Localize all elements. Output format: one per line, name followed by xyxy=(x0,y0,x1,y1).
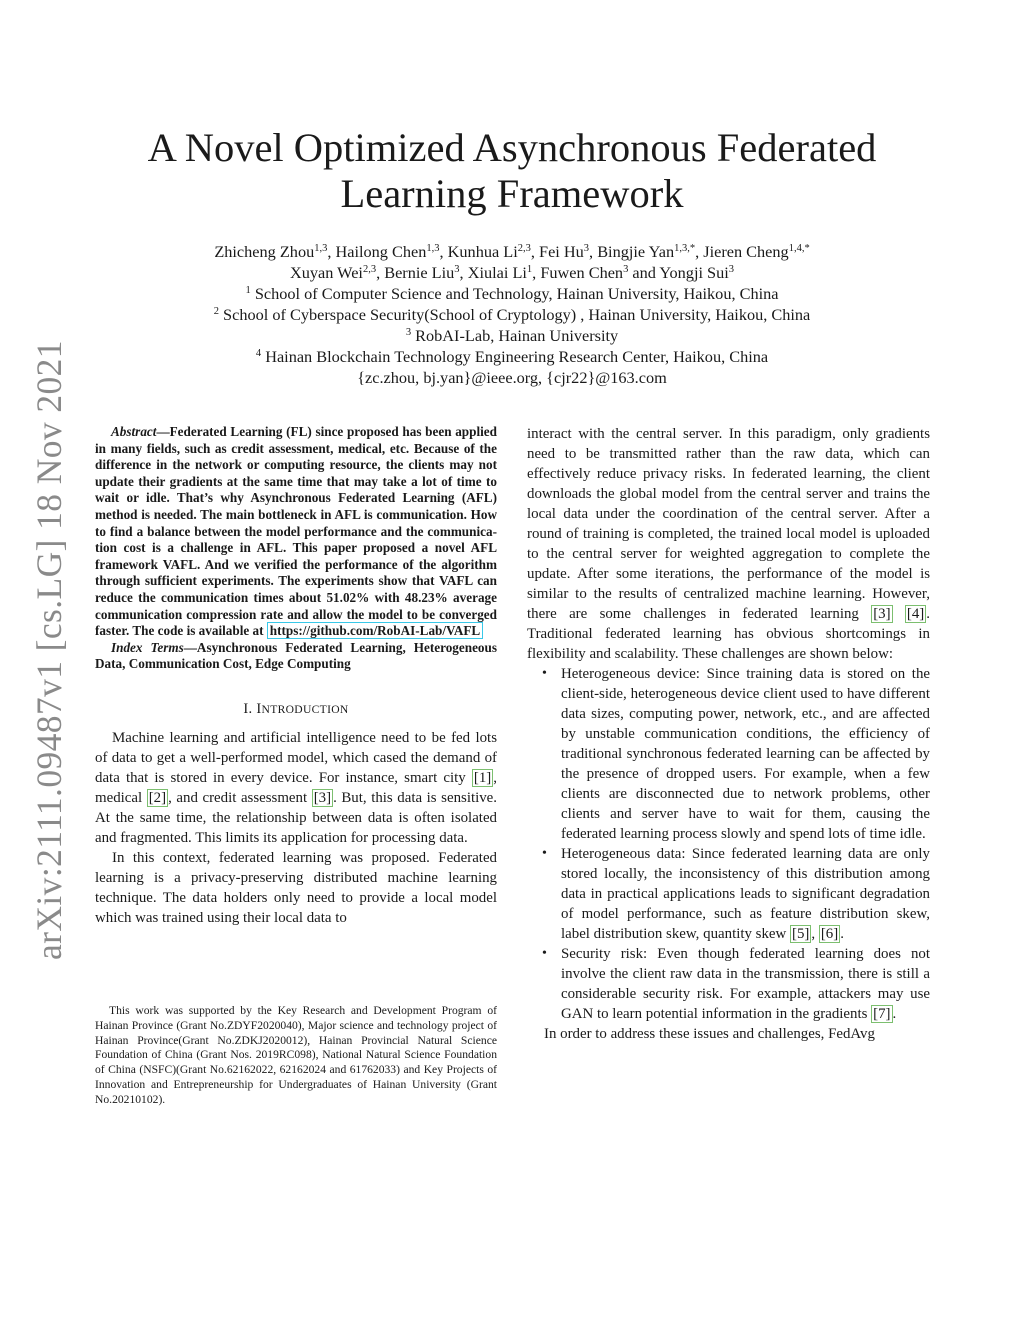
text-run: . But, this data is sensitive. At the same time, the relationship between data is often isolated and fragmented. This limits its application for processing data. xyxy=(95,789,498,846)
affiliation-sup: 2 xyxy=(213,306,219,317)
author: Bingjie Yan xyxy=(597,242,675,261)
author-conjunction: and xyxy=(632,263,656,282)
right-paragraph-1 xyxy=(527,424,930,664)
index-terms-body: —Asynchronous Federated Learning, Heterogeneous Data, Communication Cost, Edge Computing xyxy=(95,639,497,672)
bullet-icon: • xyxy=(542,666,547,681)
code-link[interactable]: https://github.com/RobAI-Lab/VAFL xyxy=(267,622,483,639)
author: Jieren Cheng xyxy=(703,242,789,261)
citation-link[interactable]: [5] xyxy=(791,926,810,942)
challenge-list xyxy=(527,664,930,1024)
affiliation-text: Hainan Blockchain Technology Engineering Research Center, Haikou, China xyxy=(265,347,769,366)
author-sup: 3 xyxy=(583,243,590,254)
author-sup: 3 xyxy=(454,264,460,275)
author: Kunhua Li xyxy=(447,242,518,261)
affiliation-text: RobAI-Lab, Hainan University xyxy=(415,326,619,345)
intro-paragraph-2: In this context, federated learning was proposed. Federated learning is a privacy-preserving distributed machine learning technique. The data holders only need to provide a local model which was trained using their local data to xyxy=(95,849,497,926)
author-sup: 1,3 xyxy=(314,243,328,254)
affiliation-text: School of Computer Science and Technology, Hainan University, Haikou, China xyxy=(254,284,779,303)
author: Bernie Liu xyxy=(384,263,455,282)
text-run: , and credit assessment xyxy=(168,789,312,806)
text-run: , medical xyxy=(95,769,497,806)
citation-link[interactable]: [7] xyxy=(873,1006,891,1022)
affiliation xyxy=(0,304,1024,325)
right-column xyxy=(527,424,930,1044)
affiliation-sup: 1 xyxy=(245,285,251,296)
text-run: . xyxy=(840,926,844,942)
citation-link[interactable]: [3] xyxy=(313,789,332,806)
author: Yongji Sui xyxy=(659,263,729,282)
author: Xiulai Li xyxy=(467,263,527,282)
author-emails: {zc.zhou, bj.yan}@ieee.org, {cjr22}@163.com xyxy=(357,368,667,387)
citation-link[interactable]: [1] xyxy=(473,769,492,786)
author-sup: 3 xyxy=(623,264,629,275)
index-terms xyxy=(95,640,497,673)
list-item xyxy=(527,664,930,844)
list-item-text: Heterogeneous device: Since training data is stored on the client-side, heterogeneous device client used to have different data sizes, computing power, network, etc., and are affected by unstable communication conditions, the efficiency of traditional synchronous federated learning can be affected by the presence of dropped users. For example, when a few clients are disconnected due to network problems, other clients and server have to wait for them, causing the federated learning process slowly and spend lots of time idle. xyxy=(561,666,930,842)
text-run: . xyxy=(892,1006,897,1022)
citation-link[interactable]: [4] xyxy=(906,606,925,622)
bullet-icon: • xyxy=(542,846,547,861)
author-line-2: Xuyan Wei$^{2,3}$, Bernie Liu$^3$, Xiulai Li$^1$, Fuwen Chen$^3$ and Yongji Sui$^3$ xyxy=(289,263,735,282)
paper-title xyxy=(0,125,1024,217)
author-block xyxy=(0,241,1024,388)
intro-paragraph-1 xyxy=(95,728,497,848)
author-line-1: Zhicheng Zhou$^{1,3}$, Hailong Chen$^{1,3}$, Kunhua Li$^{2,3}$, Fei Hu$^3$, Bingjie Yan$^{1,3,*}$, Jieren Cheng$^{1,4,*}$ xyxy=(214,242,810,261)
arxiv-stamp: arXiv:2111.09487v1 [cs.LG] 18 Nov 2021 xyxy=(29,340,69,960)
text-run: . Traditional federated learning has obvious shortcomings in flexibility and scalability. These challenges are shown below: xyxy=(527,606,930,662)
list-item xyxy=(527,944,930,1024)
author-sup: 2,3 xyxy=(517,243,531,254)
title-line-1: A Novel Optimized Asynchronous Federated xyxy=(147,125,877,170)
title-line-2: Learning Framework xyxy=(340,171,684,216)
abstract-body: —Federated Learning (FL) since proposed has been applied in many fields, such as credit assessment, medical, etc. Because of the difference in the network or computing resource, the clients may not update their gradients at the same time that may take a lot of time to wait or idle. That’s why Asynchronous Federated Learning (AFL) method is needed. The main bottleneck in AFL is communication. How to find a balance between the model performance and the communication cost is a challenge in AFL. This paper proposed a novel AFL framework VAFL. And we verified the performance of the algorithm through sufficient experiments. The experiments show that VAFL can reduce the communication times about 51.02% with 48.23% average communication compression rate and allow the model to be converged faster. The code is available at xyxy=(95,424,497,639)
author: Xuyan Wei xyxy=(289,263,363,282)
section-title-rest: NTRODUCTION xyxy=(261,702,349,716)
affiliation-sup: 3 xyxy=(405,327,412,338)
author-sup: 1 xyxy=(526,264,533,275)
author: Fei Hu xyxy=(539,242,584,261)
affiliation xyxy=(0,283,1024,304)
list-item-text: Security risk: Even though federated learning does not involve the client raw data in the transmission, there is still a considerable security risk. For example, attackers may use GAN to learn potential information in the gradients xyxy=(561,946,930,1022)
citation-link[interactable]: [3] xyxy=(873,606,891,622)
section-heading-introduction xyxy=(95,699,497,720)
affiliation-sup: 4 xyxy=(255,348,262,359)
index-terms-label: Index Terms xyxy=(111,639,184,655)
author: Zhicheng Zhou xyxy=(214,242,315,261)
text-run: interact with the central server. In this paradigm, only gradients need to be transmitted rather than the raw data, which can effectively reduce privacy risks. In federated learning, the client downloads the global model from the central server and trains the local data under the coordination of the central server. After a round of training is completed, the trained local model is uploaded to the central server for weighted aggregation to complete the update. After some iterations, the performance of the model is similar to the results of centralized machine learning. However, there are some challenges in federated learning xyxy=(527,426,930,622)
abstract xyxy=(95,424,497,640)
citation-link[interactable]: [2] xyxy=(148,789,167,806)
citation-link[interactable]: [6] xyxy=(820,926,839,942)
author-sup: 1,3,* xyxy=(674,243,696,254)
author: Hailong Chen xyxy=(335,242,427,261)
author-sup: 1,3 xyxy=(426,243,440,254)
section-number: I. xyxy=(243,700,253,717)
affiliation xyxy=(0,346,1024,367)
abstract-label: Abstract xyxy=(111,424,157,439)
bullet-icon: • xyxy=(542,946,547,961)
affiliation-text: School of Cyberspace Security(School of Cryptology) , Hainan University, Haikou, China xyxy=(223,305,811,324)
funding-footnote: This work was supported by the Key Research and Development Program of Hainan Province (Grant No.ZDYF2020040), Major science and technology project of Hainan Province(Grant No.ZDKJ2020012), Hainan Provincial Natural Science Foundation of China (Grant Nos. 2019RC098), National Natural Science Foundation of China (NSFC)(Grant No.62162022, 62162024 and 61762033) and Key Projects of Innovation and Entrepreneurship for Undergraduates of Hainan University (Grant No.20210102). xyxy=(95,1004,497,1106)
list-item-text: Heterogeneous data: Since federated learning data are only stored locally, the inconsistency of this distribution among data in practical applications leads to significant degradation of model performance, such as feature distribution skew, label distribution skew, quantity skew xyxy=(561,846,930,942)
closing-line: In order to address these issues and challenges, FedAvg xyxy=(544,1026,875,1042)
author-sup: 2,3 xyxy=(362,264,377,275)
author-sup: 3 xyxy=(728,264,735,275)
author-sup: 1,4,* xyxy=(788,243,810,254)
text-run: Machine learning and artificial intelligence need to be fed lots of data to get a well-performed model, which cased the demand of data that is stored in every device. For instance, smart city xyxy=(95,729,497,786)
left-column xyxy=(95,424,497,928)
author: Fuwen Chen xyxy=(540,263,624,282)
section-title-initial: I xyxy=(256,700,262,717)
affiliation xyxy=(0,325,1024,346)
list-item: • Heterogeneous data: Since federated learning data are only stored locally, the inconsistency of this distribution among data in practical applications leads to significant degradation of model performance, such as feature distribution skew, label distribution skew, quantity skew [5] , [6] . xyxy=(542,846,930,942)
